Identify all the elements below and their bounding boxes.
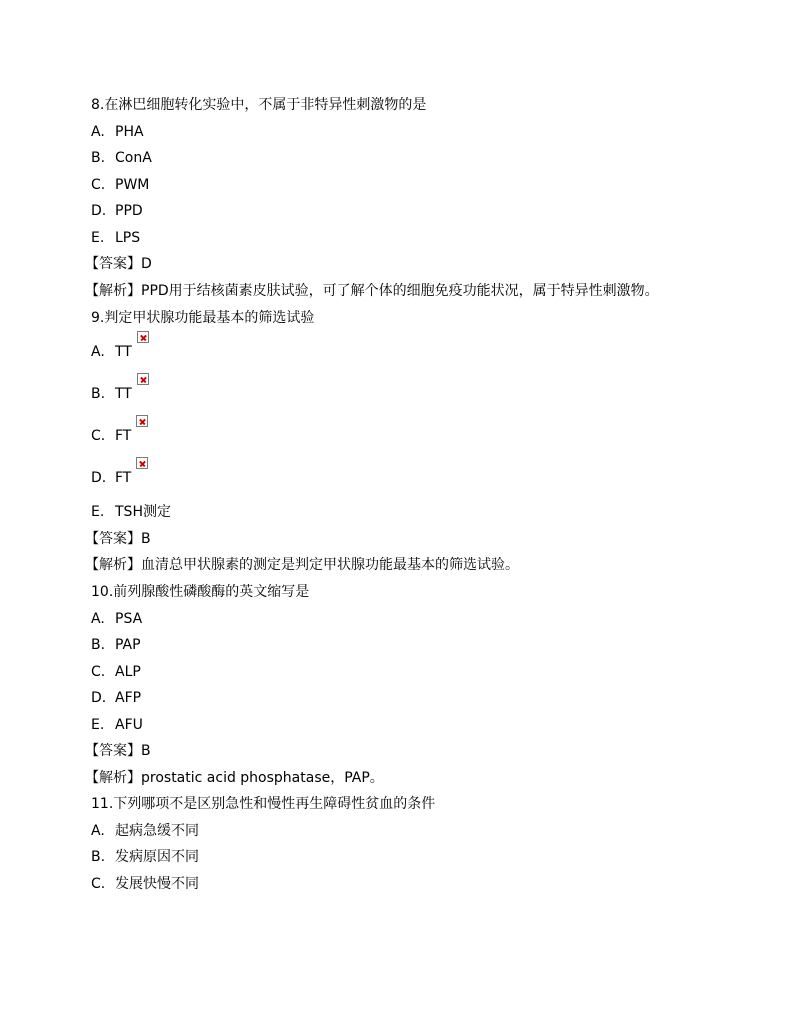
option-b [91, 632, 701, 659]
option-letter: B. [91, 849, 106, 865]
option-text: FT [115, 428, 132, 444]
option-letter: A. [91, 123, 105, 140]
option-letter: E. [91, 716, 105, 733]
option-text: PHA [115, 123, 144, 140]
answer-label: 【答案】 [85, 530, 141, 547]
option-c [91, 871, 701, 898]
option-b [91, 145, 701, 172]
answer-line [85, 251, 701, 278]
question-10 [85, 579, 701, 791]
analysis-text: PPD用于结核菌素皮肤试验，可了解个体的细胞免疫功能状况，属于特异性刺激物。 [141, 282, 659, 299]
analysis-paragraph [85, 555, 695, 575]
question-stem: 9.判定甲状腺功能最基本的筛选试验 [91, 309, 315, 326]
option-a [91, 818, 701, 845]
answer-line [85, 738, 701, 765]
option-letter: C. [91, 176, 106, 193]
option-letter: B. [91, 637, 106, 653]
document-content [85, 92, 701, 897]
option-letter: B. [91, 150, 106, 166]
answer-line [85, 526, 701, 553]
option-letter: A. [91, 610, 105, 627]
question-stem: 10.前列腺酸性磷酸酶的英文缩写是 [91, 584, 310, 600]
question-stem: 8.在淋巴细胞转化实验中，不属于非特异性刺激物的是 [91, 97, 427, 113]
broken-image-icon [137, 373, 149, 385]
option-e [91, 499, 701, 526]
option-c [91, 415, 701, 457]
answer-value: D [141, 256, 152, 272]
option-text: TT [115, 344, 132, 360]
option-e [91, 712, 701, 739]
question-9 [85, 305, 701, 576]
option-letter: D. [91, 470, 107, 486]
analysis-label: 【解析】 [85, 557, 141, 573]
option-text: ALP [115, 663, 141, 680]
option-letter: E. [91, 229, 105, 246]
option-c [91, 659, 701, 686]
broken-image-icon [136, 457, 148, 469]
option-letter: B. [91, 386, 106, 402]
option-a [91, 119, 701, 146]
option-text: AFP [115, 690, 142, 706]
option-text: 发展快慢不同 [115, 875, 199, 892]
option-letter: C. [91, 663, 106, 680]
option-text: FT [115, 470, 132, 486]
option-text: LPS [115, 229, 141, 246]
option-text: 起病急缓不同 [115, 822, 199, 839]
broken-image-icon [137, 331, 149, 343]
option-letter: C. [91, 428, 106, 444]
question-stem: 11.下列哪项不是区别急性和慢性再生障碍性贫血的条件 [91, 796, 436, 812]
option-text: PSA [115, 610, 143, 627]
option-text: AFU [115, 716, 143, 733]
option-letter: D. [91, 690, 107, 706]
option-b [91, 373, 701, 415]
option-c [91, 172, 701, 199]
answer-label: 【答案】 [85, 743, 141, 759]
option-text: PWM [115, 176, 150, 193]
answer-value: B [141, 743, 151, 759]
analysis-line [85, 765, 701, 792]
option-text: 发病原因不同 [115, 849, 199, 865]
analysis-text: 血清总甲状腺素的测定是判定甲状腺功能最基本的筛选试验。 [141, 557, 519, 573]
analysis-label: 【解析】 [85, 282, 141, 299]
answer-label: 【答案】 [85, 256, 141, 272]
option-text: PAP [115, 637, 141, 653]
option-letter: A. [91, 344, 105, 360]
option-d [91, 457, 701, 499]
question-11 [91, 791, 701, 897]
option-letter: E. [91, 504, 105, 520]
question-8 [85, 92, 701, 301]
option-a [91, 331, 701, 373]
analysis-label: 【解析】 [85, 769, 141, 786]
option-text: PPD [115, 203, 143, 219]
option-letter: C. [91, 875, 106, 892]
option-letter: A. [91, 822, 105, 839]
analysis-paragraph [85, 281, 695, 301]
analysis-text: prostatic acid phosphatase，PAP。 [141, 769, 384, 786]
broken-image-icon [136, 415, 148, 427]
option-text: ConA [115, 150, 152, 166]
option-text: TSH测定 [115, 504, 171, 520]
option-d [91, 198, 701, 225]
option-text: TT [115, 386, 132, 402]
answer-value: B [141, 530, 151, 547]
option-d [91, 685, 701, 712]
option-b [91, 844, 701, 871]
option-letter: D. [91, 203, 107, 219]
option-e [91, 225, 701, 252]
option-a [91, 606, 701, 633]
